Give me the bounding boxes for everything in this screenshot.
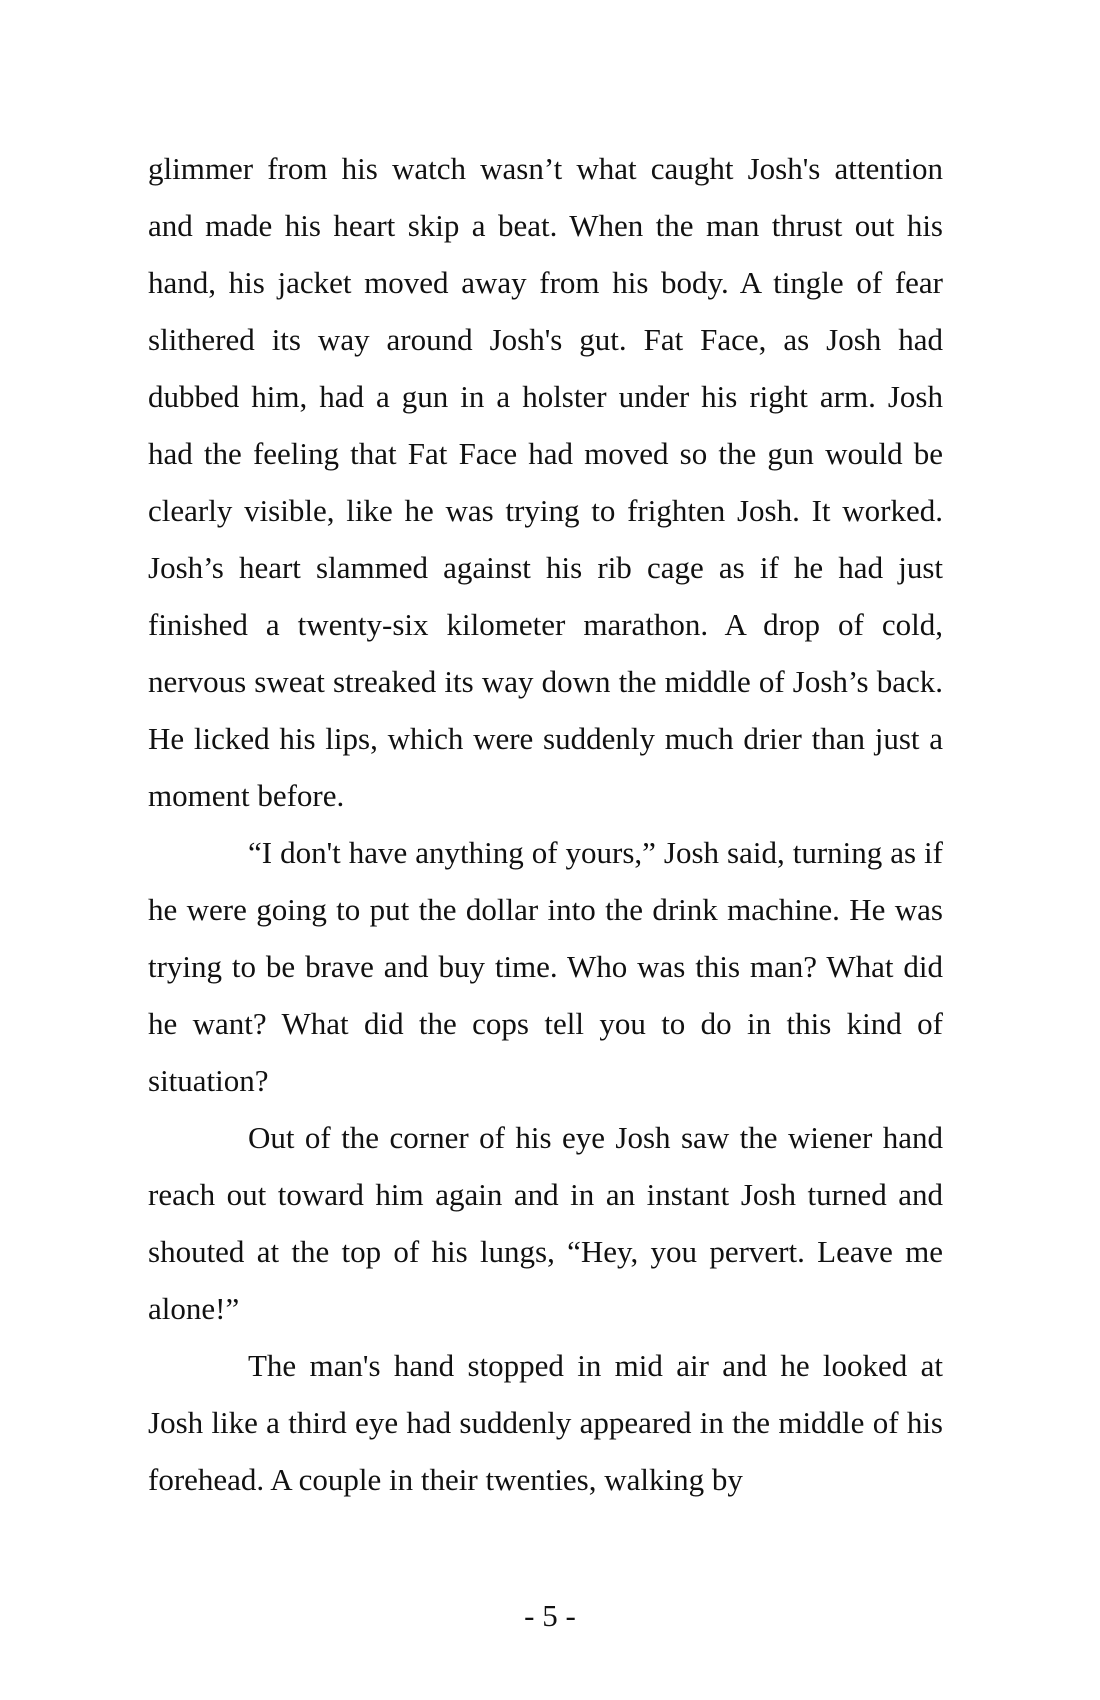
paragraph-4: The man's hand stopped in mid air and he looked at Josh like a third eye had suddenly appeared in the middle of his forehead. A couple in their twenties, walking by — [148, 1348, 943, 1497]
body-text — [148, 140, 943, 1508]
page-number: - 5 - — [524, 1598, 576, 1633]
paragraph-2: “I don't have anything of yours,” Josh said, turning as if he were going to put the dollar into the drink machine. He was trying to be brave and buy time. Who was this man? What did he want? What did the cops tell you to do in this kind of situation? — [148, 835, 943, 1098]
paragraph-1: glimmer from his watch wasn’t what caught Josh's attention and made his heart skip a beat. When the man thrust out his hand, his jacket moved away from his body. A tingle of fear slithered its way around Josh's gut. Fat Face, as Josh had dubbed him, had a gun in a holster under his right arm. Josh had the feeling that Fat Face had moved so the gun would be clearly visible, like he was trying to frighten Josh. It worked. Josh’s heart slammed against his rib cage as if he had just finished a twenty-six kilometer marathon. A drop of cold, nervous sweat streaked its way down the middle of Josh’s back. He licked his lips, which were suddenly much drier than just a moment before. — [148, 151, 943, 813]
paragraph-3: Out of the corner of his eye Josh saw the wiener hand reach out toward him again and in an instant Josh turned and shouted at the top of his lungs, “Hey, you pervert. Leave me alone!” — [148, 1120, 943, 1326]
